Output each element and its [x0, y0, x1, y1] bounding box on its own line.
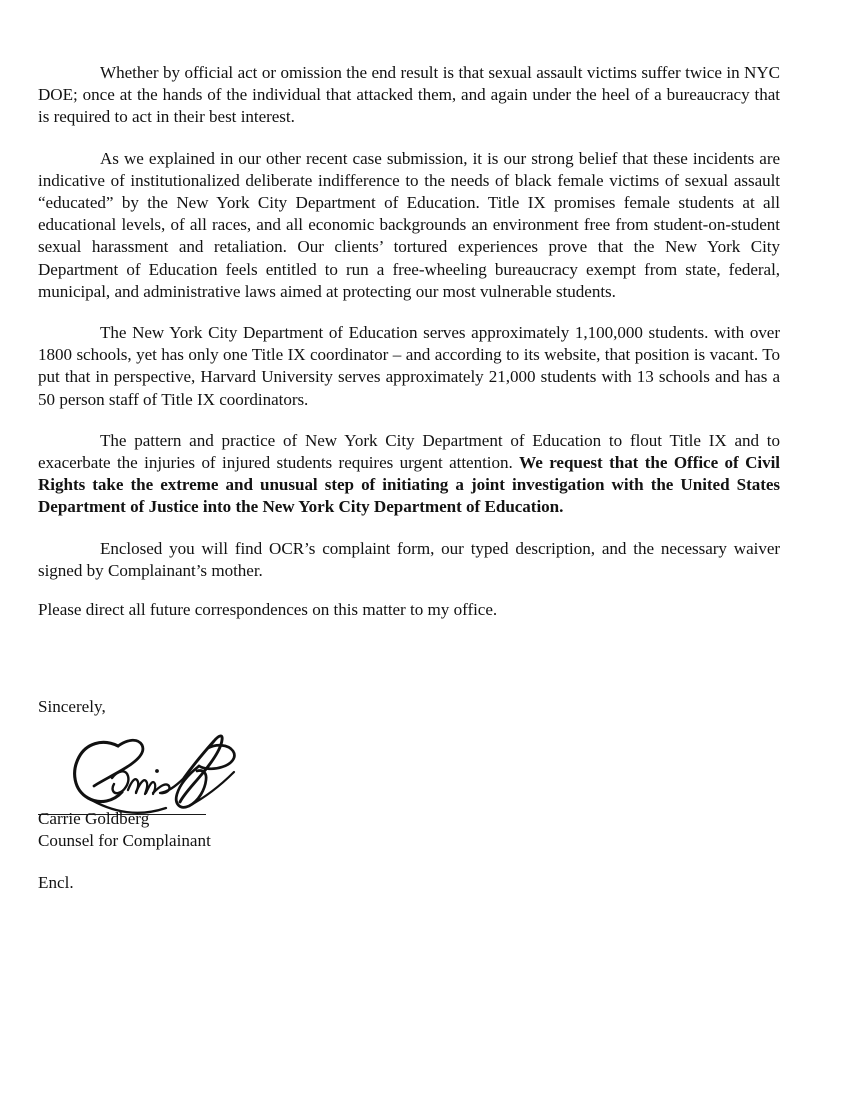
- paragraph-spacer: [38, 519, 780, 538]
- paragraph-spacer: [38, 303, 780, 322]
- signer-name: Carrie Goldberg: [38, 809, 150, 828]
- paragraph-2: As we explained in our other recent case submission, it is our strong belief that these incidents are indicative of institutionalized deliberate indifference to the needs of black female victims of sexual assault “educated” by the New York City Department of Education. Title IX promises female students at all educational levels, of all races, and all economic backgrounds an environment free from student-on-student sexual harassment and retaliation. Our clients’ tortured experiences prove that the New York City Department of Education feels entitled to run a free-wheeling bureaucracy exempt from state, federal, municipal, and administrative laws aimed at protecting our most vulnerable students.: [38, 148, 780, 301]
- paragraph-spacer: [38, 582, 780, 599]
- paragraph-4: [38, 430, 780, 519]
- paragraph-spacer: [38, 411, 780, 430]
- paragraph-1: Whether by official act or omission the end result is that sexual assault victims suffer twice in NYC DOE; once at the hands of the individual that attacked them, and again under the heel of a bureaucracy that is required to act in their best interest.: [38, 63, 780, 127]
- paragraph-4-bold-request: We request that the Office of Civil Rights take the extreme and unusual step of initiating a joint investigation with the United States Department of Justice into the New York City Department of Education.: [38, 453, 780, 517]
- paragraph-5-enclosure: Enclosed you will find OCR’s complaint form, our typed description, and the necessary waiver signed by Complainant’s mother.: [38, 538, 780, 580]
- paragraph-spacer: [38, 129, 780, 148]
- letter-body: [38, 62, 780, 621]
- paragraph-6-correspondence: Please direct all future correspondences on this matter to my office.: [38, 600, 498, 620]
- closing-salutation: Sincerely,: [38, 697, 106, 716]
- signature-block: [38, 696, 780, 906]
- paragraph-3: The New York City Department of Education serves approximately 1,100,000 students. with over 1800 schools, yet has only one Title IX coordinator – and according to its website, that position is vacant. To put that in perspective, Harvard University serves approximately 21,000 students with 13 schools and has a 50 person staff of Title IX coordinators.: [38, 323, 780, 409]
- signer-title: Counsel for Complainant: [38, 831, 211, 850]
- enclosure-note: Encl.: [38, 873, 74, 892]
- paragraph-4-normal-text: The pattern and practice of New York City Department of Education to flout Title IX and to exacerbate the injuries of injured students requires urgent attention.: [38, 430, 780, 473]
